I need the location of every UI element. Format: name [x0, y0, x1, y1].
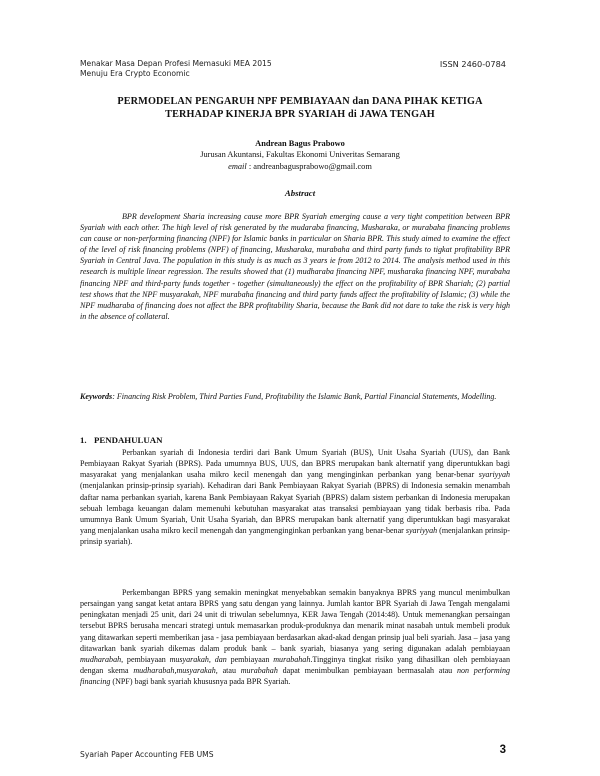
p2-italic-d: mudharabah,musyarakah, — [133, 666, 218, 676]
title-line-1: PERMODELAN PENGARUH NPF PEMBIAYAAN dan DANA PIHAK KETIGA — [117, 96, 483, 107]
p2-italic-c: murabahah — [273, 654, 311, 664]
p1-text-a: Perbankan syariah di Indonesia terdiri dari Bank Umum Syariah (BUS), Unit Usaha Syariah (UUS), dan Bank Pembiayaan Rakyat Syariah (BPRS). Pada umumnya BUS, UUS, dan BPRS merupakan bank alternatif yang diperuntukkan bagi masyarakat yang menjalankan usaha mikro kecil menengah dan yang menginginkan perbankan yang benar-benar — [80, 448, 510, 480]
p2-italic-e: murabahah — [240, 666, 278, 676]
p2-text-f: dapat menimbulkan pembiayaan bermasalah atau — [277, 666, 457, 676]
keywords-label: Keywords — [80, 392, 113, 401]
abstract-heading: Abstract — [284, 188, 316, 198]
email-value: : andreanbagusprabowo@gmail.com — [246, 161, 372, 171]
intro-paragraph-2 — [80, 587, 510, 687]
p2-text-e: atau — [217, 666, 241, 676]
keywords — [80, 391, 510, 402]
p2-text-d: .Tingginya tingkat risiko yang dihasilkan oleh pembiayaan dengan skema — [80, 654, 510, 676]
journal-line-2: Menuju Era Crypto Economic — [80, 68, 190, 78]
abstract-text: BPR development Sharia increasing cause more BPR Syariah emerging cause a very tight competition between BPR Syariah with each other. The high level of risk generated by the mudaraba financing, Musharaka, or murabaha financing problems can cause or non-performing financing (NPF) for Islamic banks in particular on Sharia BPR. This study aimed to examine the effect of the level of risk financing problems (NPF) of financing, Musharaka, murabaha and third party funds to tigkat profitability BPR Syariah in Central Java. The population in this study is as much as 3 years ie from 2012 to 2014. The analysis method used in this research is multiple linear regression. The results showed that (1) mudharaba financing NPF, musharaka financing NPF, murabaha financing NPF and third-party funds together - together (simultaneously) the effect on the profitability of BPR Shariah; (2) partial test shows that the NPF musyarakah, NPF murabaha financing and third party funds affect the profitability of Islamic; (3) while the NPF mudharaba of financing does not affect the BPR profitability Sharia, because the Bank did not dare to take the risk is very high in the absence of collateral. — [80, 212, 510, 321]
p1-italic-b: syariyyah — [405, 526, 438, 536]
p1-text-c: (menjalankan prinsip-prinsip syariah). — [80, 526, 510, 547]
p2-italic-f: non performing financing — [80, 666, 511, 687]
p2-text-g: (NPF) bagi bank syariah khususnya pada BPR Syariah. — [110, 677, 291, 687]
p2-text-c: pembiayaan — [226, 654, 274, 664]
p2-italic-b: musyarakah, dan — [169, 654, 227, 664]
footer-journal: Syariah Paper Accounting FEB UMS — [80, 750, 214, 759]
journal-line-1: Menakar Masa Depan Profesi Memasuki MEA 2015 — [80, 59, 272, 68]
author-name: Andrean Bagus Prabowo — [255, 139, 345, 148]
p1-italic-a: syariyyah — [478, 470, 510, 480]
title-line-2: TERHADAP KINERJA BPR SYARIAH di JAWA TENGAH — [165, 108, 435, 120]
paper-title — [60, 96, 540, 121]
p2-text-b: , pembiayaan — [121, 654, 170, 664]
author-block — [60, 138, 540, 172]
p2-italic-a: mudharabah — [80, 654, 122, 664]
section-title: PENDAHULUAN — [94, 435, 163, 445]
journal-header — [80, 59, 272, 78]
p2-text-a: Perkembangan BPRS yang semakin meningkat menyebabkan semakin banyaknya BPRS yang muncul menimbulkan persaingan yang sangat ketat antara BPRS yang satu dengan yang lainnya. Jumlah kantor BPR Syariah di Jawa Tengah mengalami peningkatan menjadi 25 unit, dari 24 unit di triwulan sebelumnya, KER Jawa Tengah (2014:48). Untuk memenangkan persaingan tersebut BPRS berusaha mencari strategi untuk memasarkan produk-produknya dan menarik minat nasabah untuk membeli produk yang ditawarkan seperti memberikan jasa - jasa pembiayaan berdasarkan akad-akad dengan prinsip jual beli syariah. Jasa – jasa yang ditawarkan bank syariah dikemas dalam produk bank – bank syariah, biasanya yang sering digunakan adalah pembiayaan — [80, 588, 510, 653]
page-number: 3 — [499, 744, 506, 756]
issn-label: ISSN 2460-0784 — [439, 59, 506, 69]
author-affiliation: Jurusan Akuntansi, Fakultas Ekonomi Univeritas Semarang — [200, 150, 400, 160]
section-heading — [80, 435, 162, 445]
intro-paragraph-1 — [80, 447, 510, 547]
p1-text-b: (menjalankan prinsip-prinsip syariah). Kehadiran dari Bank Pembiayaan Rakyat Syariah (BPRS) di Indonesia semakin menambah daftar nama perbankan syariah, karena Bank Pembiayaan Rakyat Syariah (BPRS) dalam sistem perbankan di Indonesia merupakan sebuah lembaga keuangan dalam memenuhi kebutuhan masyarakat atas transaksi pembiayaan yang tidak berbasis riba. Pada umumnya Bank Umum Syariah, Unit Usaha Syariah, dan BPRS merupakan bank alternatif yang diperuntukkan bagi masyarakat yang menjalankan usaha mikro kecil menengah dan yangmenginginkan perbankan yang benar-benar — [80, 481, 510, 536]
section-number: 1. — [80, 435, 87, 445]
email-label: email — [228, 161, 247, 171]
author-email — [60, 161, 540, 172]
keywords-text: : Financing Risk Problem, Third Parties Fund, Profitability the Islamic Bank, Partial Financial Statements, Modelling. — [112, 392, 497, 401]
